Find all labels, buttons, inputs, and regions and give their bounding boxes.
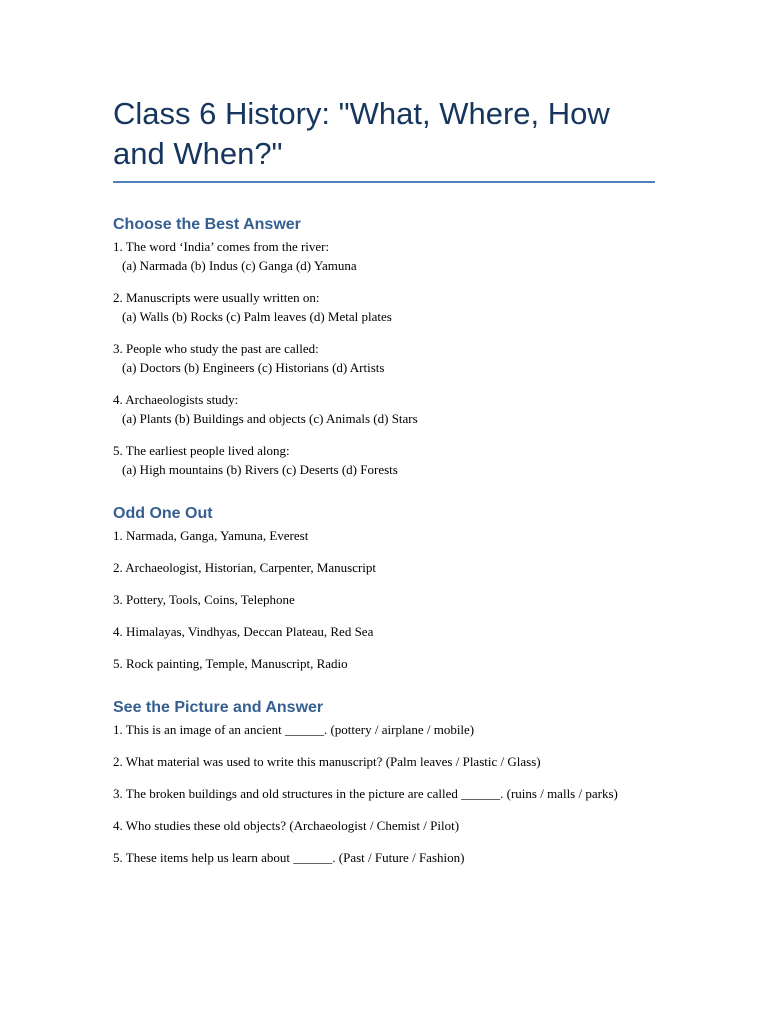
mcq-question <box>113 441 655 479</box>
section-heading: See the Picture and Answer <box>113 699 324 716</box>
answer-options: (a) High mountains (b) Rivers (c) Deserts (d) Forests <box>122 462 398 477</box>
mcq-question <box>113 288 655 326</box>
list-item: 2. Archaeologist, Historian, Carpenter, Manuscript <box>113 560 377 575</box>
list-item: 5. Rock painting, Temple, Manuscript, Radio <box>113 656 348 671</box>
mcq-question <box>113 390 655 428</box>
list-item: 3. The broken buildings and old structures in the picture are called ______. (ruins / malls / parks) <box>113 786 618 801</box>
section-odd-one-out <box>113 504 655 673</box>
list-item: 4. Himalayas, Vindhyas, Deccan Plateau, Red Sea <box>113 624 374 639</box>
answer-options: (a) Narmada (b) Indus (c) Ganga (d) Yamuna <box>122 258 357 273</box>
question-text: 4. Archaeologists study: <box>113 392 239 407</box>
list-item: 5. These items help us learn about ______. (Past / Future / Fashion) <box>113 850 465 865</box>
question-text: 5. The earliest people lived along: <box>113 443 290 458</box>
list-item: 1. This is an image of an ancient ______. (pottery / airplane / mobile) <box>113 722 475 737</box>
question-text: 1. The word ‘India’ comes from the river: <box>113 239 330 254</box>
section-heading: Odd One Out <box>113 505 213 522</box>
section-choose-best-answer <box>113 215 655 479</box>
section-heading: Choose the Best Answer <box>113 216 301 233</box>
list-item: 4. Who studies these old objects? (Archaeologist / Chemist / Pilot) <box>113 818 460 833</box>
section-see-picture-answer <box>113 698 655 867</box>
question-text: 2. Manuscripts were usually written on: <box>113 290 320 305</box>
list-item: 3. Pottery, Tools, Coins, Telephone <box>113 592 295 607</box>
mcq-question <box>113 339 655 377</box>
question-text: 3. People who study the past are called: <box>113 341 319 356</box>
answer-options: (a) Doctors (b) Engineers (c) Historians (d) Artists <box>122 360 385 375</box>
answer-options: (a) Plants (b) Buildings and objects (c) Animals (d) Stars <box>122 411 418 426</box>
list-item: 1. Narmada, Ganga, Yamuna, Everest <box>113 528 309 543</box>
title-underline <box>113 181 655 183</box>
page-title: Class 6 History: "What, Where, How and When?" <box>113 96 610 171</box>
answer-options: (a) Walls (b) Rocks (c) Palm leaves (d) Metal plates <box>122 309 392 324</box>
mcq-question <box>113 237 655 275</box>
list-item: 2. What material was used to write this manuscript? (Palm leaves / Plastic / Glass) <box>113 754 541 769</box>
worksheet-page <box>113 92 655 880</box>
